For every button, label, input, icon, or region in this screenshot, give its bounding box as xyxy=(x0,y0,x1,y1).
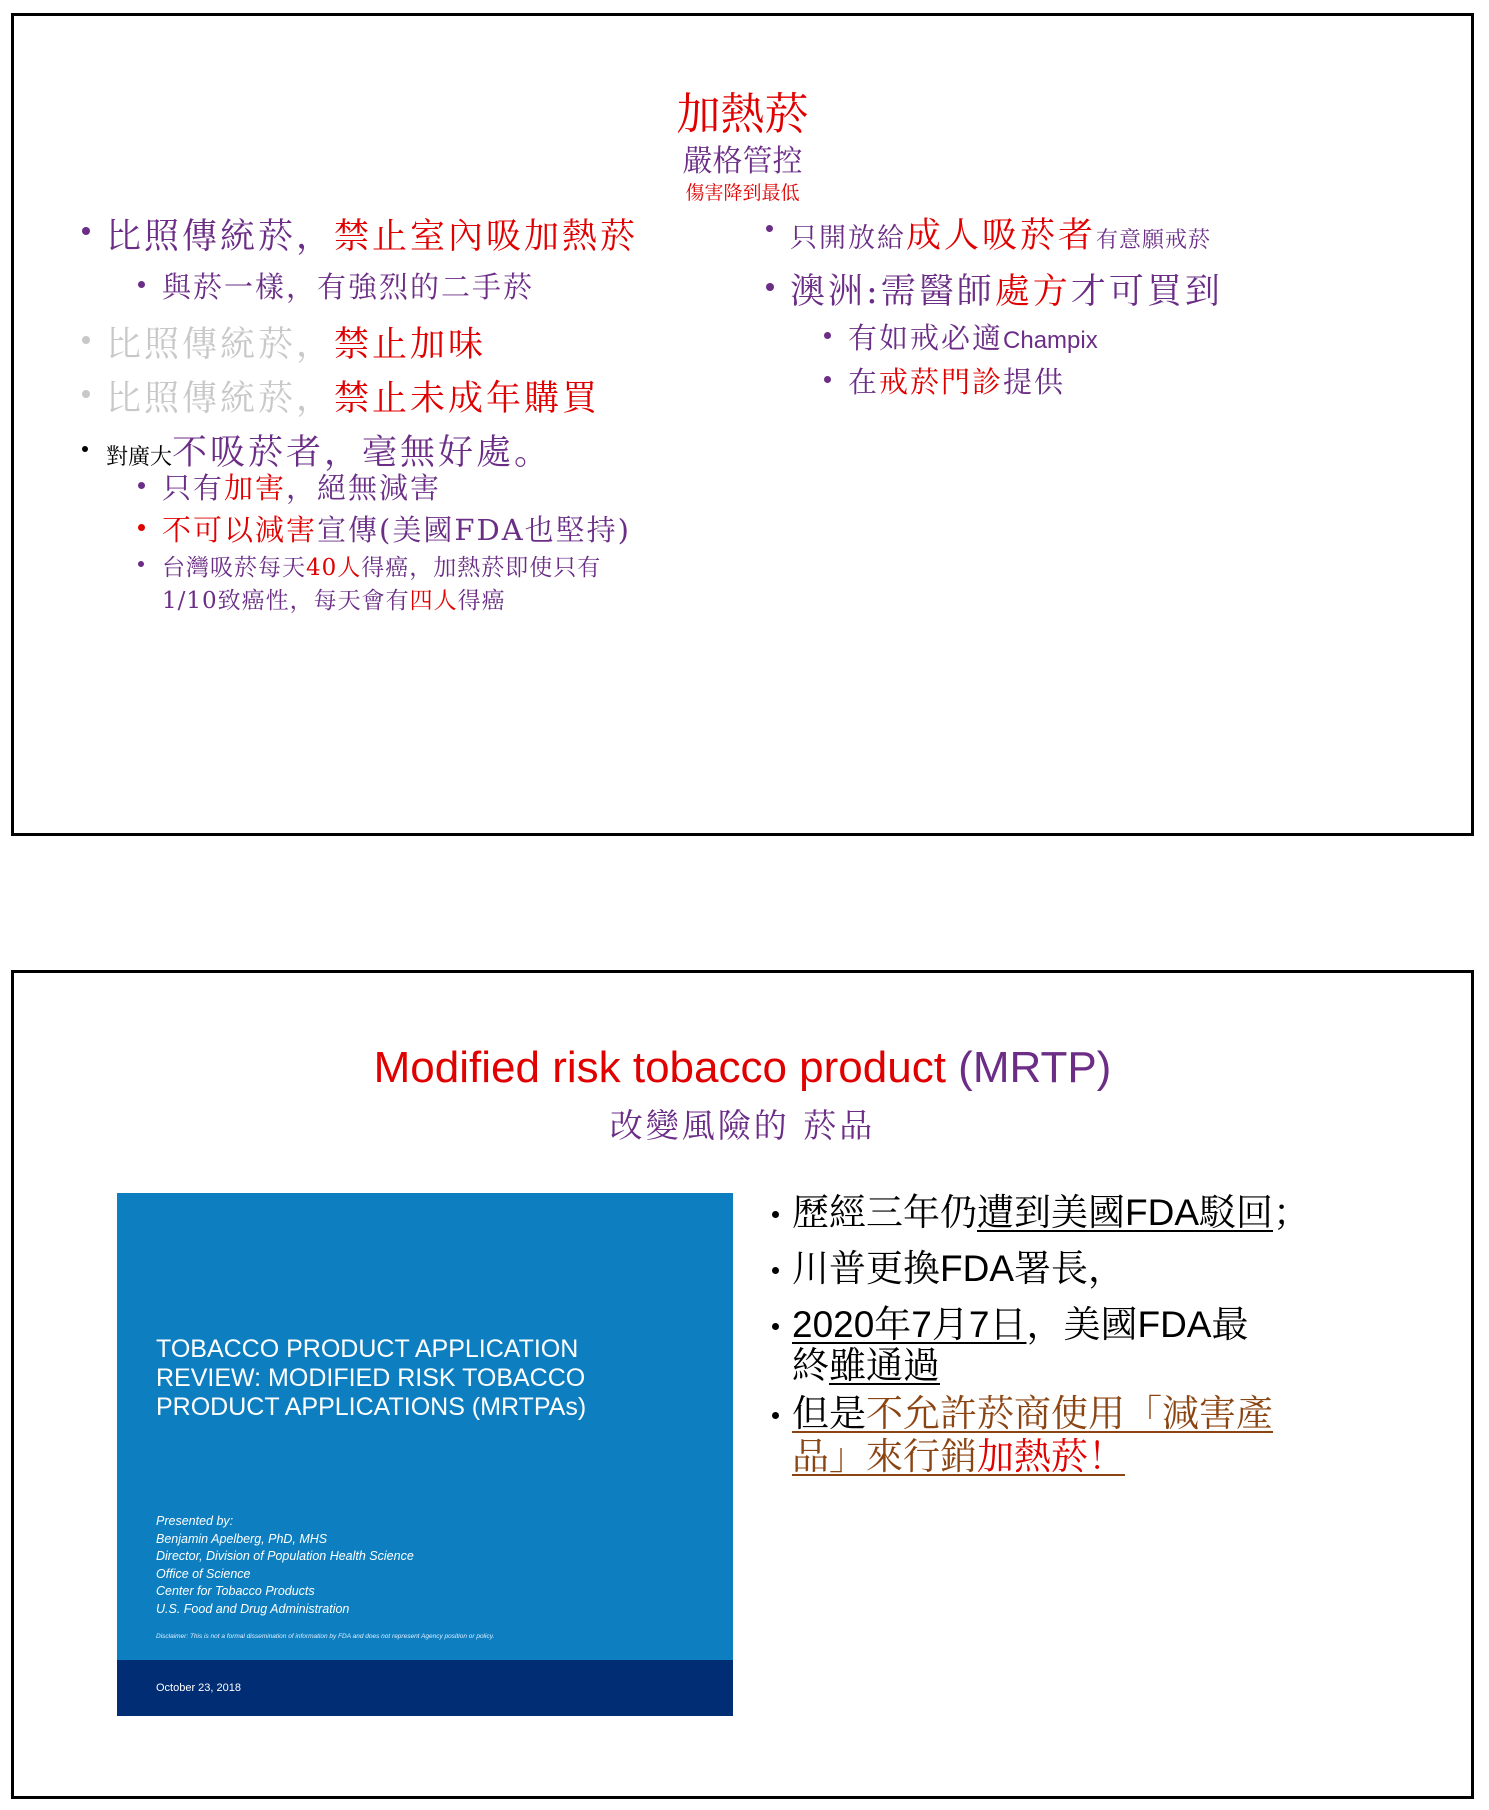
left-bullet-minor-ban: 比照傳統菸，禁止未成年購買 xyxy=(106,379,601,419)
slide-mrtp xyxy=(11,970,1474,1799)
bullet-dot xyxy=(824,332,831,339)
left-sub-secondhand: 與菸一樣，有強烈的二手菸 xyxy=(162,270,535,304)
bullet-dot xyxy=(824,376,831,383)
slide1-subtitle: 嚴格管控 xyxy=(682,144,803,179)
left-bullet-flavor-ban: 比照傳統菸，禁止加味 xyxy=(106,325,487,365)
cover-title: TOBACCO PRODUCT APPLICATION REVIEW: MODIFIED RISK TOBACCO PRODUCT APPLICATIONS (MRTPAs) xyxy=(156,1335,587,1421)
mrtp-bullet-new-commissioner: 川普更換FDA署長， xyxy=(792,1248,1125,1289)
slide2-subtitle: 改變風險的 菸品 xyxy=(609,1106,876,1145)
bullet-dot xyxy=(772,1211,779,1218)
fda-presentation-cover-image xyxy=(117,1193,733,1716)
cover-date: October 23, 2018 xyxy=(156,1682,242,1694)
bullet-dot xyxy=(138,281,145,288)
slide1-title: 加熱菸 xyxy=(676,89,809,140)
left-bullet-non-smokers: 對廣大不吸菸者，毫無好處。 xyxy=(106,433,553,473)
bullet-dot xyxy=(766,283,774,291)
bullet-dot xyxy=(772,1412,779,1419)
bullet-dot xyxy=(82,446,88,452)
left-sub-cancer-stats-line2: 1/10致癌性，每天會有四人得癌 xyxy=(162,588,506,614)
cover-presenter: Presented by: Benjamin Apelberg, PhD, MHS Director, Division of Population Health Science Office of Science Center for Tobacco Products U.S. Food and Drug Administration xyxy=(156,1514,414,1616)
bullet-dot xyxy=(772,1267,779,1274)
right-sub-champix: 有如戒必適Champix xyxy=(848,321,1098,355)
cover-disclaimer: Disclaimer: This is not a formal dissemination of information by FDA and does not represent Agency position or policy. xyxy=(156,1633,495,1640)
slide-heated-tobacco xyxy=(11,13,1474,836)
mrtp-bullet-rejected: 歷經三年仍遭到美國FDA駁回； xyxy=(792,1192,1310,1233)
bullet-dot xyxy=(82,336,90,344)
bullet-dot xyxy=(138,524,145,531)
bullet-dot xyxy=(82,227,90,235)
mrtp-bullet-approved-line1: 2020年7月7日，美國FDA最 xyxy=(792,1304,1249,1345)
bullet-dot xyxy=(772,1323,779,1330)
right-bullet-australia: 澳洲:需醫師處方才可買到 xyxy=(790,272,1223,312)
slide1-subtitle2: 傷害降到最低 xyxy=(685,182,800,204)
left-sub-cancer-stats-line1: 台灣吸菸每天40人得癌，加熱菸即使只有 xyxy=(162,555,602,581)
bullet-dot xyxy=(138,482,145,489)
bullet-dot xyxy=(766,225,773,232)
right-sub-clinic: 在戒菸門診提供 xyxy=(848,365,1066,399)
right-bullet-adults-only: 只開放給成人吸菸者有意願戒菸 xyxy=(790,216,1212,256)
left-bullet-indoor-ban: 比照傳統菸，禁止室內吸加熱菸 xyxy=(106,217,639,257)
bullet-dot xyxy=(82,390,90,398)
left-sub-only-harm: 只有加害，絕無減害 xyxy=(162,471,442,505)
slide2-title: Modified risk tobacco product (MRTP) xyxy=(373,1043,1112,1092)
mrtp-bullet-approved-line2: 終雖通過 xyxy=(792,1345,940,1386)
mrtp-bullet-no-harm-marketing-line2: 品」來行銷加熱菸！ xyxy=(792,1436,1125,1477)
bullet-dot xyxy=(138,561,144,567)
mrtp-bullet-no-harm-marketing-line1: 但是不允許菸商使用「減害產 xyxy=(792,1393,1273,1434)
left-sub-no-harm-reduction-ads: 不可以減害宣傳(美國FDA也堅持) xyxy=(162,513,631,547)
